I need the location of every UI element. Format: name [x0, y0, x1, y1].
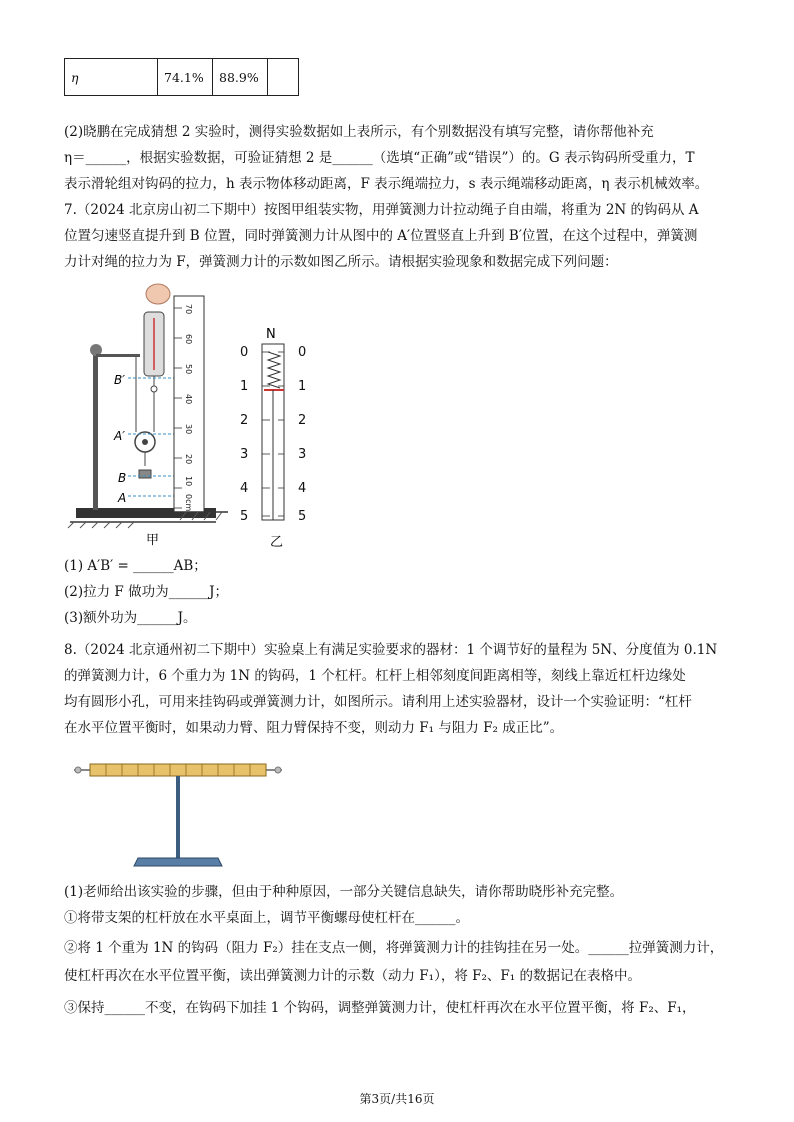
mark-a-prime: A′ — [114, 429, 125, 443]
q8-step2a: ②将 1 个重为 1N 的钩码（阻力 F₂）挂在支点一侧，将弹簧测力计的挂钩挂在另一处。______拉弹簧测力计， — [64, 940, 724, 956]
tick-right: 3 — [298, 447, 307, 462]
tick-left: 3 — [240, 447, 249, 462]
mark-b-prime: B′ — [114, 373, 125, 387]
hook-weight — [139, 470, 151, 478]
table-cell: 88.9% — [213, 59, 268, 96]
ruler-tick: 30 — [184, 424, 193, 435]
tick-right: 5 — [298, 509, 307, 524]
q7-line3: 力计对绳的拉力为 F，弹簧测力计的示数如图乙所示。请根据实验现象和数据完成下列问题： — [64, 254, 618, 270]
lever-support — [176, 776, 180, 858]
stand-pole — [93, 348, 98, 510]
ruler-tick: 70 — [184, 304, 193, 315]
ruler-tick: 50 — [184, 364, 193, 375]
figure-jia — [66, 282, 236, 550]
q8-step2b: 使杠杆再次在水平位置平衡，读出弹簧测力计的示数（动力 F₁），将 F₂、F₁ 的数据记在表格中。 — [64, 968, 641, 984]
table-row — [65, 59, 299, 96]
ruler-tick: 20 — [184, 454, 193, 465]
tick-left: 4 — [240, 481, 249, 496]
tick-left: 0 — [240, 345, 249, 360]
page-footer: 第3页/共16页 — [359, 1092, 435, 1106]
q7-line2: 位置匀速竖直提升到 B 位置，同时弹簧测力计从图中的 A′位置竖直上升到 B′位置，在这个过程中，弹簧测 — [64, 228, 698, 244]
figure-yi — [226, 324, 336, 552]
figure-yi-label: 乙 — [270, 535, 284, 550]
q8-step3: ③保持______不变，在钩码下加挂 1 个钩码，调整弹簧测力计，使杠杆再次在水平位置平衡，将 F₂、F₁， — [64, 1000, 696, 1016]
q6-part2-line1: (2)晓鹏在完成猜想 2 实验时，测得实验数据如上表所示，有个别数据没有填写完整，请你帮他补充 — [64, 124, 654, 140]
q7-sub1: (1) A′B′ = ______AB； — [64, 558, 207, 574]
ruler-tick: 60 — [184, 334, 193, 345]
q7-sub2: (2)拉力 F 做功为______J； — [64, 584, 228, 600]
mark-a: A — [118, 491, 127, 505]
lever-bar — [90, 764, 266, 776]
tick-right: 0 — [298, 345, 307, 360]
q8-line2: 的弹簧测力计，6 个重力为 1N 的钩码，1 个杠杆。杠杆上相邻刻度间距离相等，刻线上靠近杠杆边缘处 — [64, 668, 686, 684]
q8-line3: 均有圆形小孔，可用来挂钩码或弹簧测力计，如图所示。请利用上述实验器材，设计一个实验证明：“杠杆 — [64, 694, 692, 710]
figure-lever — [70, 756, 290, 874]
table-cell-empty — [268, 59, 299, 96]
tick-right: 1 — [298, 379, 307, 394]
tick-left: 2 — [240, 413, 249, 428]
tick-right: 2 — [298, 413, 307, 428]
tick-right: 4 — [298, 481, 307, 496]
unit-label: N — [266, 327, 276, 342]
ruler-tick: 10 — [184, 476, 193, 487]
stand-arm — [96, 354, 140, 357]
lever-base — [134, 858, 222, 866]
figure-jia-label: 甲 — [146, 533, 160, 548]
table-row-label: η — [65, 59, 158, 96]
q8-line4: 在水平位置平衡时，如果动力臂、阻力臂保持不变，则动力 F₁ 与阻力 F₂ 成正比”。 — [64, 720, 564, 736]
tick-left: 5 — [240, 509, 249, 524]
mark-b: B — [118, 471, 127, 485]
hand-icon — [146, 284, 170, 304]
ruler-tick: 0cm — [184, 494, 193, 512]
ruler-tick: 40 — [184, 394, 193, 405]
q8-line1: 8.（2024 北京通州初二下期中）实验桌上有满足实验要求的器材：1 个调节好的量程为 5N、分度值为 0.1N — [64, 642, 718, 658]
q8-step-intro: (1)老师给出该实验的步骤，但由于种种原因，一部分关键信息缺失，请你帮助晓彤补充完整。 — [64, 884, 624, 900]
efficiency-table — [64, 58, 299, 96]
q8-step1: ①将带支架的杠杆放在水平桌面上，调节平衡螺母使杠杆在______。 — [64, 910, 469, 926]
table-cell: 74.1% — [158, 59, 213, 96]
q6-part2-line2: η＝______，根据实验数据，可验证猜想 2 是______（选填“正确”或“错误”）的。G 表示钩码所受重力，T — [64, 150, 695, 166]
q6-part2-line3: 表示滑轮组对钩码的拉力，h 表示物体移动距离，F 表示绳端拉力，s 表示绳端移动距离，η 表示机械效率。 — [64, 176, 709, 192]
q7-line1: 7.（2024 北京房山初二下期中）按图甲组装实物，用弹簧测力计拉动绳子自由端，将重为 2N 的钩码从 A — [64, 202, 699, 218]
q7-sub3: (3)额外功为______J。 — [64, 610, 197, 626]
tick-left: 1 — [240, 379, 249, 394]
